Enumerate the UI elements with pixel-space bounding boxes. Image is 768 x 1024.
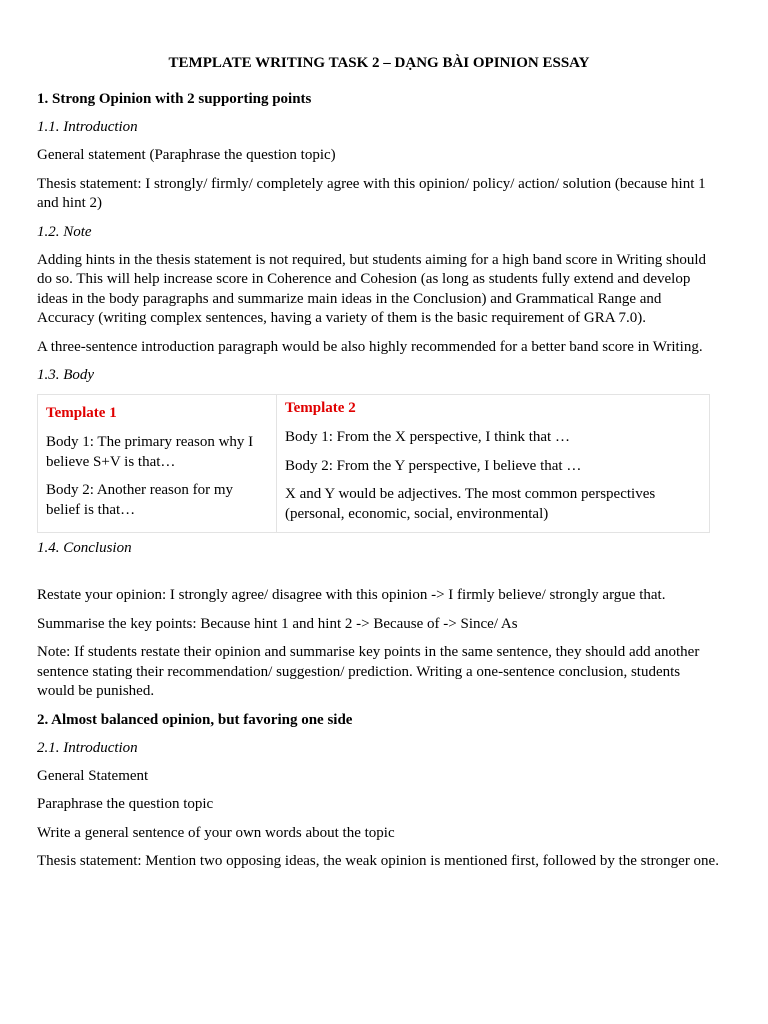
body-templates-table [37,394,710,533]
section1-note-heading: 1.2. Note [37,223,92,240]
section1-conclusion-restate: Restate your opinion: I strongly agree/ disagree with this opinion -> I firmly believe/ strongly argue that. [37,587,666,603]
section1-note-paragraph-1: Adding hints in the thesis statement is not required, but students aiming for a high band score in Writing should do so. This will help increase score in Coherence and Cohesion (as long as students fully extend and develop ideas in the body paragraphs and summarize main ideas in the Conclusion) and Grammatical Range and Accuracy (writing complex sentences, having a variety of them is the basic requirement of GRA 7.0). [37,251,707,326]
template-2-note: X and Y would be adjectives. The most common perspectives (personal, economic, social, environmental) [285,486,656,522]
section1-body-heading: 1.3. Body [37,367,95,383]
section1-note-paragraph-2: A three-sentence introduction paragraph would be also highly recommended for a better band score in Writing. [37,338,703,355]
template-1-label: Template 1 [46,405,117,421]
document-title: TEMPLATE WRITING TASK 2 – DẠNG BÀI OPINION ESSAY [168,55,590,71]
section2-general-statement: General Statement [37,767,149,784]
template-1-body-2: Body 2: Another reason for my belief is that… [46,482,234,518]
section1-conclusion-summarise: Summarise the key points: Because hint 1 and hint 2 -> Because of -> Since/ As [37,615,518,632]
section2-intro-heading: 2.1. Introduction [37,739,138,756]
template-2-cell [277,395,710,533]
template-1-body-1: Body 1: The primary reason why I believe S+V is that… [46,434,254,470]
table-row [38,395,710,533]
template-1-cell [38,395,277,533]
blank-line [37,567,721,586]
section2-thesis-statement: Thesis statement: Mention two opposing ideas, the weak opinion is mentioned first, followed by the stronger one. [37,853,719,869]
section2-heading: 2. Almost balanced opinion, but favoring one side [37,711,353,728]
section1-intro-thesis-statement: Thesis statement: I strongly/ firmly/ completely agree with this opinion/ policy/ action/ solution (because hint 1 and hint 2) [37,175,706,211]
section1-intro-heading: 1.1. Introduction [37,119,138,135]
template-2-label: Template 2 [285,400,356,416]
template-2-body-1: Body 1: From the X perspective, I think that … [285,429,570,445]
section2-general-sentence: Write a general sentence of your own words about the topic [37,824,395,841]
section1-conclusion-note: Note: If students restate their opinion and summarise key points in the same sentence, they should add another sentence stating their recommendation/ suggestion/ prediction. Writing a one-sentence conclusion, students would be punished. [37,644,700,699]
section1-conclusion-heading: 1.4. Conclusion [37,540,132,556]
document-content [37,53,721,881]
section1-heading: 1. Strong Opinion with 2 supporting points [37,91,312,107]
section2-paraphrase: Paraphrase the question topic [37,796,214,812]
template-2-body-2: Body 2: From the Y perspective, I believe that … [285,457,582,474]
section1-intro-general-statement: General statement (Paraphrase the question topic) [37,147,336,163]
